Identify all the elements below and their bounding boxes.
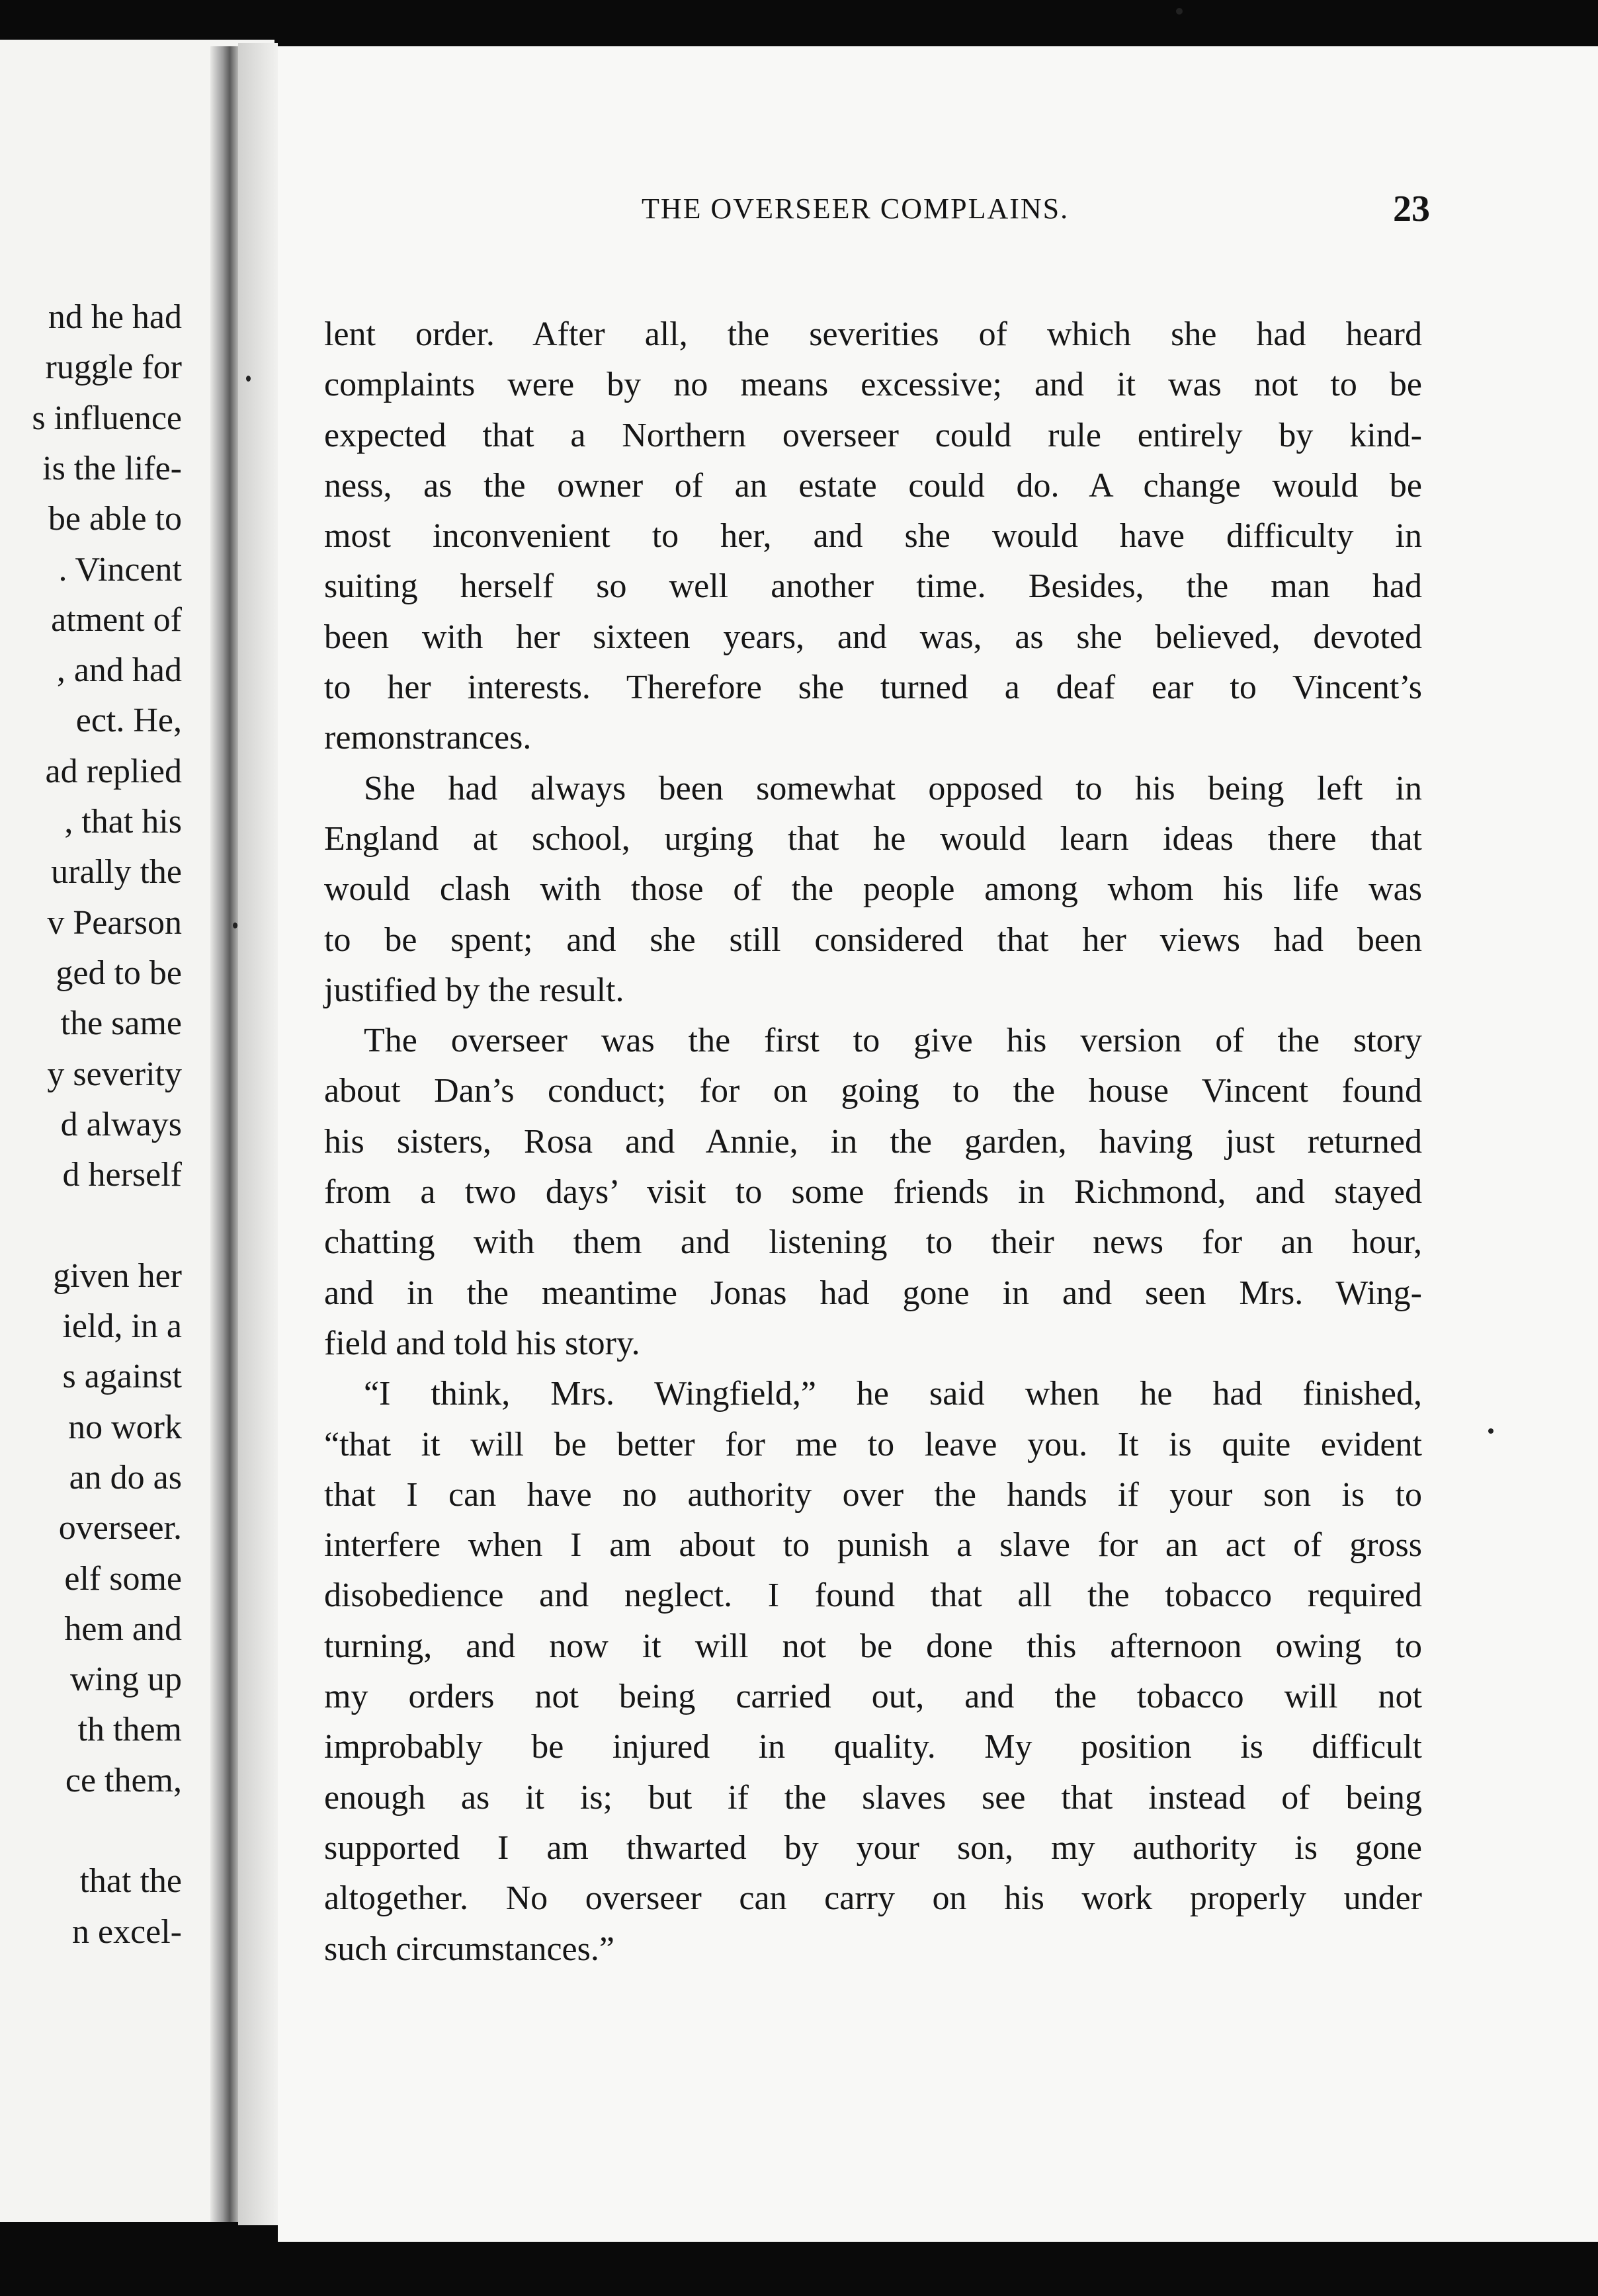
text-line: my orders not being carried out, and the tobacco will not: [324, 1678, 1422, 1716]
previous-page-line: s against: [62, 1358, 182, 1396]
previous-page-line: wing up: [70, 1660, 182, 1699]
previous-page-line: given her: [53, 1256, 182, 1295]
text-line: justified by the result.: [324, 971, 624, 1009]
paragraph: [324, 764, 1422, 1016]
text-line: suiting herself so well another time. Besides, the man had: [324, 567, 1422, 606]
text-line: remonstrances.: [324, 719, 532, 757]
previous-page-line: the same: [60, 1004, 182, 1043]
previous-page-line: d always: [60, 1105, 182, 1143]
previous-page-line: d herself: [62, 1156, 182, 1194]
text-line: most inconvenient to her, and she would have difficulty in: [324, 517, 1422, 555]
text-line: She had always been somewhat opposed to his being left in: [364, 769, 1422, 807]
page-number: 23: [1393, 188, 1430, 229]
previous-page-line: v Pearson: [47, 903, 182, 942]
text-line: complaints were by no means excessive; and it was not to be: [324, 366, 1422, 404]
previous-page-line: , and had: [56, 651, 182, 690]
text-line: “that it will be better for me to leave you. It is quite evident: [324, 1425, 1422, 1463]
text-line: to be spent; and she still considered that her views had been: [324, 921, 1422, 959]
text-line: enough as it is; but if the slaves see that instead of being: [324, 1778, 1422, 1817]
previous-page-line: ruggle for: [45, 348, 182, 387]
text-line: been with her sixteen years, and was, as she believed, devoted: [324, 618, 1422, 656]
text-line: The overseer was the first to give his version of the story: [364, 1022, 1422, 1060]
previous-page-line: that the: [79, 1862, 182, 1901]
text-line: and in the meantime Jonas had gone in and seen Mrs. Wing-: [324, 1274, 1422, 1312]
running-head-title: THE OVERSEER COMPLAINS.: [642, 192, 1070, 225]
text-line: would clash with those of the people among whom his life was: [324, 870, 1422, 909]
text-line: altogether. No overseer can carry on his work properly under: [324, 1879, 1422, 1918]
previous-page-line: ield, in a: [62, 1307, 182, 1345]
previous-page-line: no work: [68, 1408, 182, 1446]
previous-page-line: elf some: [64, 1559, 182, 1598]
text-line: that I can have no authority over the hands if your son is to: [324, 1475, 1422, 1514]
previous-page-line: y severity: [47, 1055, 182, 1093]
previous-page-line: n excel-: [71, 1912, 182, 1951]
paragraph: [324, 1016, 1422, 1369]
previous-page-line: , that his: [64, 803, 182, 840]
text-line: about Dan’s conduct; for on going to the house Vincent found: [324, 1072, 1422, 1110]
previous-page-line: overseer.: [58, 1509, 182, 1547]
scan-speck: [1176, 8, 1183, 15]
previous-page-line: nd he had: [48, 298, 182, 336]
previous-page-line: s influence: [32, 399, 182, 437]
previous-page-line: hem and: [64, 1610, 182, 1648]
paragraph: [324, 1369, 1422, 1975]
paragraph: [324, 309, 1422, 764]
page-edge: [238, 43, 278, 2225]
text-line: turning, and now it will not be done this afternoon owing to: [324, 1627, 1422, 1665]
text-line: from a two days’ visit to some friends in Richmond, and stayed: [324, 1173, 1422, 1211]
text-line: expected that a Northern overseer could rule entirely by kind-: [324, 416, 1422, 454]
text-line: such circumstances.”: [324, 1930, 614, 1968]
scan-speck: [1488, 1428, 1493, 1434]
text-line: field and told his story.: [324, 1324, 640, 1362]
scan-speck: [233, 922, 237, 928]
previous-page-line: be able to: [48, 500, 182, 538]
text-line: lent order. After all, the severities of which she had heard: [324, 315, 1422, 353]
previous-page-line: urally the: [51, 853, 182, 891]
text-line: supported I am thwarted by your son, my authority is gone: [324, 1828, 1422, 1867]
previous-page-line: . Vincent: [58, 550, 182, 589]
previous-page-line: is the life-: [42, 449, 182, 487]
text-line: his sisters, Rosa and Annie, in the garden, having just returned: [324, 1122, 1422, 1161]
previous-page-line: ect. He,: [75, 702, 182, 740]
text-line: disobedience and neglect. I found that all the tobacco required: [324, 1577, 1422, 1615]
text-line: interfere when I am about to punish a slave for an act of gross: [324, 1526, 1422, 1565]
previous-page-line: ged to be: [56, 954, 182, 992]
text-line: chatting with them and listening to their news for an hour,: [324, 1223, 1422, 1262]
text-line: improbably be injured in quality. My position is difficult: [324, 1728, 1422, 1766]
text-line: to her interests. Therefore she turned a deaf ear to Vincent’s: [324, 669, 1422, 707]
text-line: ness, as the owner of an estate could do. A change would be: [324, 466, 1422, 505]
page-body: [324, 309, 1422, 1975]
previous-page-line: ce them,: [65, 1761, 182, 1799]
scan-speck: [246, 376, 251, 382]
book-gutter: [210, 46, 238, 2222]
previous-page-line: th them: [77, 1711, 182, 1749]
text-line: England at school, urging that he would learn ideas there that: [324, 819, 1422, 858]
previous-page-line: ad replied: [45, 752, 182, 790]
text-line: “I think, Mrs. Wingfield,” he said when he had finished,: [364, 1375, 1422, 1413]
previous-page-line: an do as: [69, 1458, 182, 1496]
previous-page-line: atment of: [51, 600, 182, 639]
